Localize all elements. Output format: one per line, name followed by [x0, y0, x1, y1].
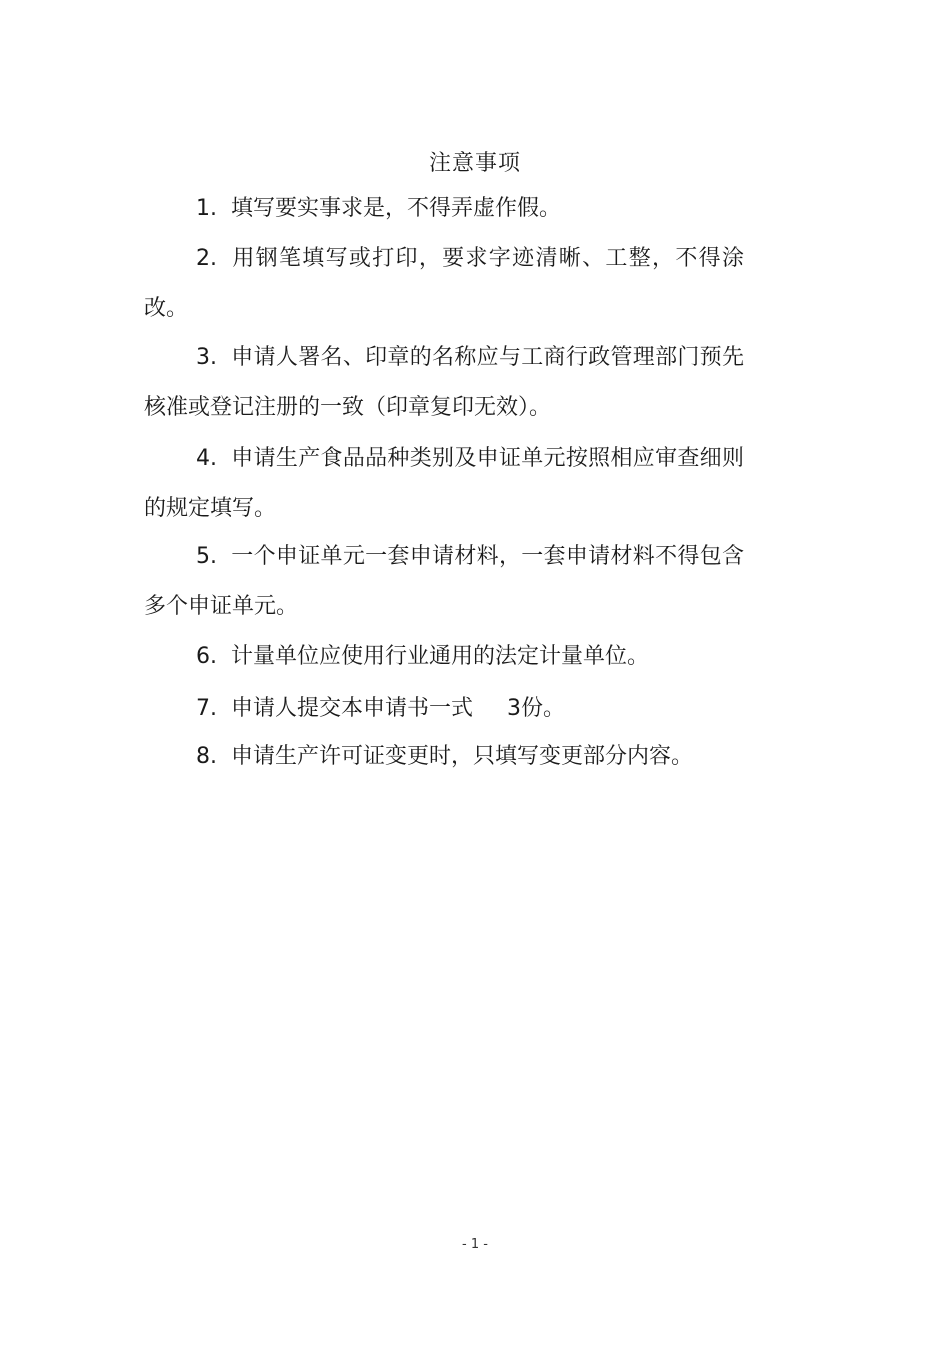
notice-item-7 — [144, 684, 744, 734]
notice-item-3 — [144, 333, 744, 433]
item-text: 申请人署名、印章的名称应与工商行政管理部门预先核准或登记注册的一致（印章复印无效）。 — [144, 345, 744, 420]
item-text: 申请生产食品品种类别及申证单元按照相应审查细则的规定填写。 — [144, 446, 744, 521]
item-number: 2. — [196, 246, 217, 271]
item-number: 8. — [196, 744, 217, 769]
notice-item-2 — [144, 234, 744, 334]
item-number: 5. — [196, 544, 217, 569]
notice-item-6 — [144, 632, 744, 682]
item-number: 7. — [196, 696, 217, 721]
item-text-before: 申请人提交本申请书一式 — [231, 696, 474, 721]
item-text: 一个申证单元一套申请材料，一套申请材料不得包含多个申证单元。 — [144, 544, 744, 619]
item-text: 填写要实事求是，不得弄虚作假。 — [231, 196, 562, 221]
item-text: 用钢笔填写或打印，要求字迹清晰、工整，不得涂改。 — [144, 246, 744, 321]
item-text: 申请生产许可证变更时，只填写变更部分内容。 — [231, 744, 694, 769]
page-title: 注意事项 — [428, 151, 521, 176]
item-text-after: 份。 — [521, 696, 566, 721]
item-number: 3. — [196, 345, 217, 370]
notice-item-1 — [144, 184, 744, 234]
notice-item-5 — [144, 532, 744, 632]
item-text: 计量单位应使用行业通用的法定计量单位。 — [231, 644, 650, 669]
notice-item-8 — [144, 732, 744, 782]
page-number: - 1 - — [462, 1237, 488, 1252]
item-number: 1. — [196, 196, 217, 221]
item-number: 4. — [196, 446, 217, 471]
item-number: 6. — [196, 644, 217, 669]
notice-item-4 — [144, 434, 744, 534]
copies-count: 3 — [507, 696, 522, 721]
